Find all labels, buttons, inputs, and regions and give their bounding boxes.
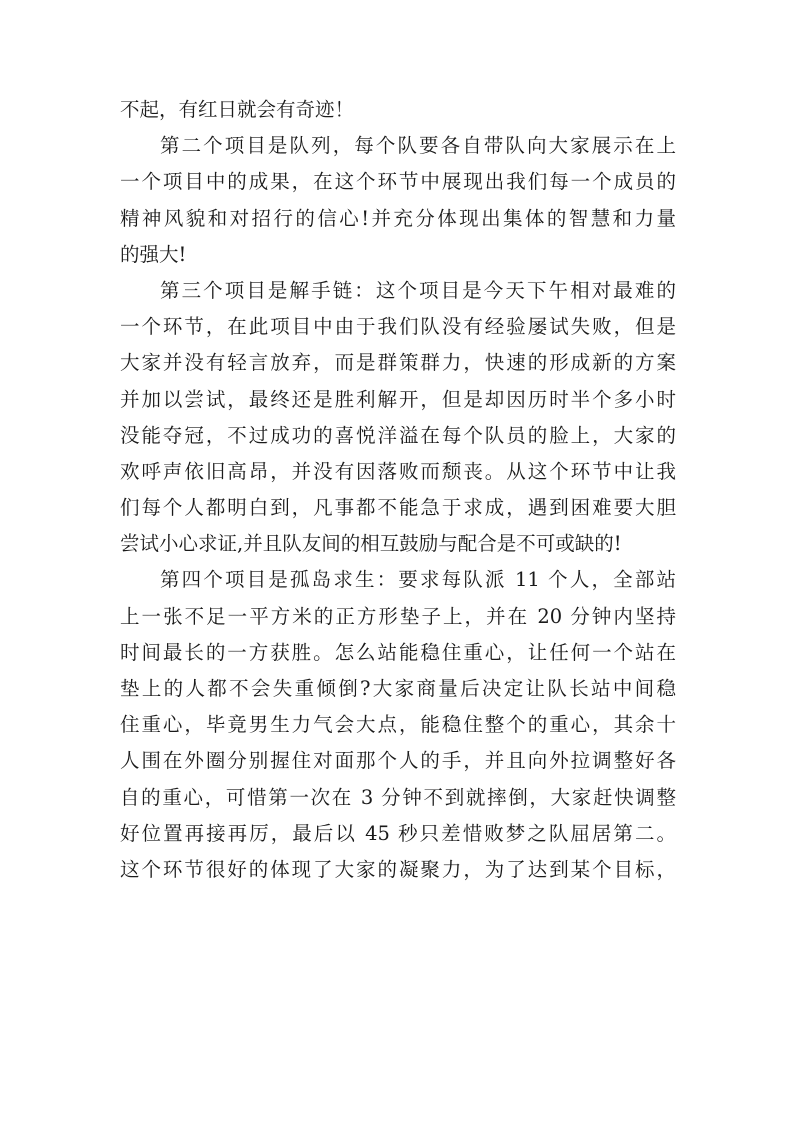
paragraph-3-line-1: 第三个项目是解手链：这个项目是今天下午相对最难的 — [160, 278, 676, 302]
paragraph-3-line-3: 大家并没有轻言放弃，而是群策群力，快速的形成新的方案 — [120, 351, 676, 375]
paragraph-1-line-1: 不起，有红日就会有奇迹！ — [120, 98, 355, 121]
paragraph-4-line-3: 时间最长的一方获胜。怎么站能稳住重心，让任何一个站在 — [120, 640, 676, 664]
paragraph-3-line-4: 并加以尝试，最终还是胜利解开，但是却因历时半个多小时 — [120, 387, 676, 411]
paragraph-3-line-5: 没能夺冠，不过成功的喜悦洋溢在每个队员的脸上，大家的 — [120, 423, 676, 447]
paragraph-2-line-4: 的强大! — [120, 242, 187, 266]
paragraph-3-line-7: 们每个人都明白到，凡事都不能急于求成，遇到困难要大胆 — [120, 496, 676, 520]
paragraph-3-line-8: 尝试小心求证,并且队友间的相互鼓励与配合是不可或缺的! — [120, 532, 622, 556]
paragraph-4-line-4: 垫上的人都不会失重倾倒?大家商量后决定让队长站中间稳 — [120, 677, 676, 700]
paragraph-4-line-2: 上一张不足一平方米的正方形垫子上，并在 20 分钟内坚持 — [120, 604, 676, 628]
paragraph-2-line-1: 第二个项目是队列，每个队要各自带队向大家展示在上 — [160, 134, 676, 158]
paragraph-3-line-2: 一个环节，在此项目中由于我们队没有经验屡试失败，但是 — [120, 315, 676, 339]
paragraph-3-line-6: 欢呼声依旧高昂，并没有因落败而颓丧。从这个环节中让我 — [120, 459, 676, 483]
paragraph-4-line-6: 人围在外圈分别握住对面那个人的手，并且向外拉调整好各 — [120, 749, 676, 773]
paragraph-4-line-9: 这个环节很好的体现了大家的凝聚力，为了达到某个目标， — [120, 857, 676, 881]
paragraph-4-line-1: 第四个项目是孤岛求生：要求每队派 11 个人，全部站 — [160, 568, 676, 592]
body-text — [120, 92, 676, 888]
paragraph-4-line-7: 自的重心，可惜第一次在 3 分钟不到就摔倒，大家赶快调整 — [120, 785, 676, 809]
paragraph-2-line-2: 一个项目中的成果，在这个环节中展现出我们每一个成员的 — [120, 170, 676, 194]
paragraph-4-line-5: 住重心，毕竟男生力气会大点，能稳住整个的重心，其余十 — [120, 713, 676, 737]
paragraph-2-line-3: 精神风貌和对招行的信心!并充分体现出集体的智慧和力量 — [120, 206, 676, 230]
paragraph-4-line-8: 好位置再接再厉，最后以 45 秒只差惜败梦之队屈居第二。 — [120, 821, 676, 845]
